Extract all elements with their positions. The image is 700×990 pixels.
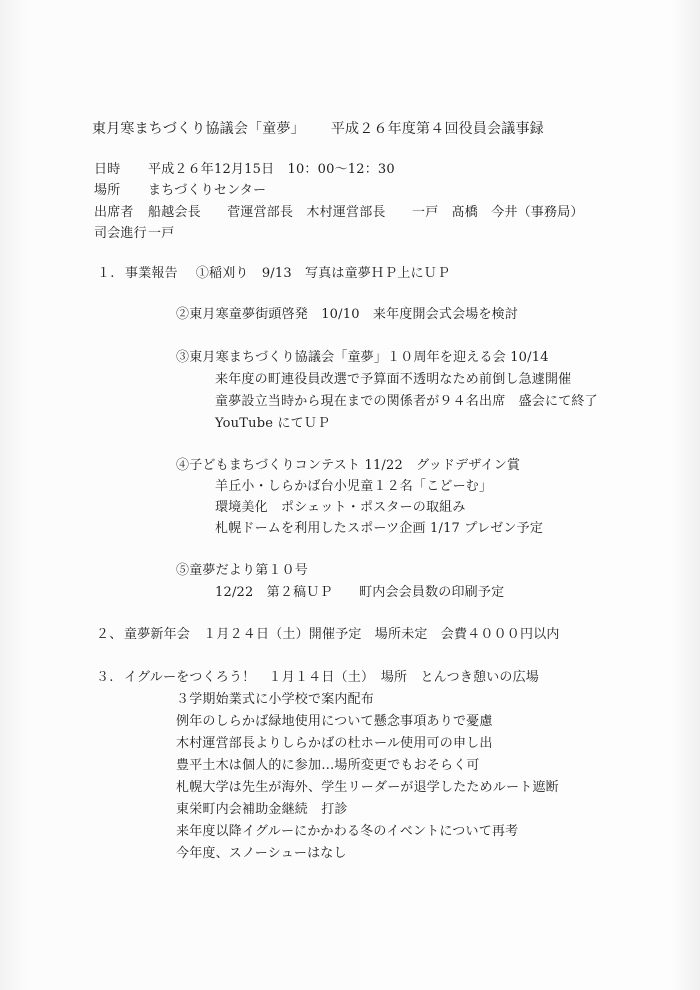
place-label: 場所 [94,183,121,198]
document-title [92,121,544,137]
meta-attendees [94,205,584,221]
meta-date [94,162,395,178]
section1-item4-line: 羊丘小・しらかば台小児童１２名「こどーむ」 [215,479,493,494]
section1-item5-head: ⑤童夢だより第１０号 [176,563,309,578]
chair-label: 司会進行 [94,226,147,241]
date-label: 日時 [94,162,121,177]
org-name: 東月寒まちづくり協議会「童夢」 [92,121,305,137]
section3-number: ３. [96,670,114,685]
section1-item3-line: 来年度の町連役員改選で予算面不透明なため前倒し急遽開催 [215,372,572,387]
attendees-label: 出席者 [94,205,134,220]
section3-line: 来年度以降イグルーにかかわる冬のイベントについて再考 [176,824,519,839]
section3-line: 今年度、スノーシューはなし [176,846,347,861]
section3-line: 豊平土木は個人的に参加…場所変更でもおそらく可 [176,758,480,773]
section1-item1: ①稲刈り 9/13 写真は童夢ＨＰ上にＵＰ [195,266,451,281]
section1-item5-line: 12/22 第２稿ＵＰ 町内会会員数の印刷予定 [215,585,505,600]
section3-line: 東栄町内会補助金継続 打診 [176,802,348,817]
date-value: 平成２６年12月15日 10：00～12：30 [148,162,395,177]
section1-title: 事業報告 [125,266,178,281]
section1-item4-head: ④子どもまちづくりコンテスト 11/22 グッドデザイン賞 [176,458,521,473]
section2-number: ２、 [96,627,123,642]
section3-heading [96,670,539,686]
minutes-title: 平成２６年度第４回役員会議事録 [330,121,544,137]
section1-item4-line: 札幌ドームを利用したスポーツ企画 1/17 プレゼン予定 [215,521,544,536]
section1-item3-line: 童夢設立当時から現在までの関係者が９４名出席 盛会にて終了 [215,394,598,409]
meta-place [94,183,266,199]
section3-line: ３学期始業式に小学校で案内配布 [176,692,375,707]
section3-head: イグルーをつくろう！ １月１４日（土） 場所 とんつき憩いの広場 [124,670,539,685]
section1-item3-head: ③東月寒まちづくり協議会「童夢」１０周年を迎える会 10/14 [176,350,549,365]
place-value: まちづくりセンター [148,183,267,198]
section2-line [96,627,560,643]
attendees-value: 船越会長 菅運営部長 木村運営部長 一戸 髙橋 今井（事務局） [148,205,584,220]
section1-item3-line: YouTube にてＵＰ [215,416,331,431]
section3-line: 例年のしらかば緑地使用について懸念事項ありで憂慮 [176,714,493,729]
section3-line: 木村運営部長よりしらかばの杜ホール使用可の申し出 [176,736,493,751]
section2-text: 童夢新年会 １月２４日（土）開催予定 場所未定 会費４０００円以内 [124,627,560,642]
meta-chair [94,226,174,242]
section1-number: １. [97,266,115,281]
section1-item2: ②東月寒童夢街頭啓発 10/10 来年度開会式会場を検討 [176,307,519,322]
chair-value: 一戸 [148,226,175,241]
section1-heading [97,266,450,282]
section3-line: 札幌大学は先生が海外、学生リーダーが退学したためルート遮断 [176,780,559,795]
section1-item4-line: 環境美化 ポシェット・ポスターの取組み [215,500,466,515]
